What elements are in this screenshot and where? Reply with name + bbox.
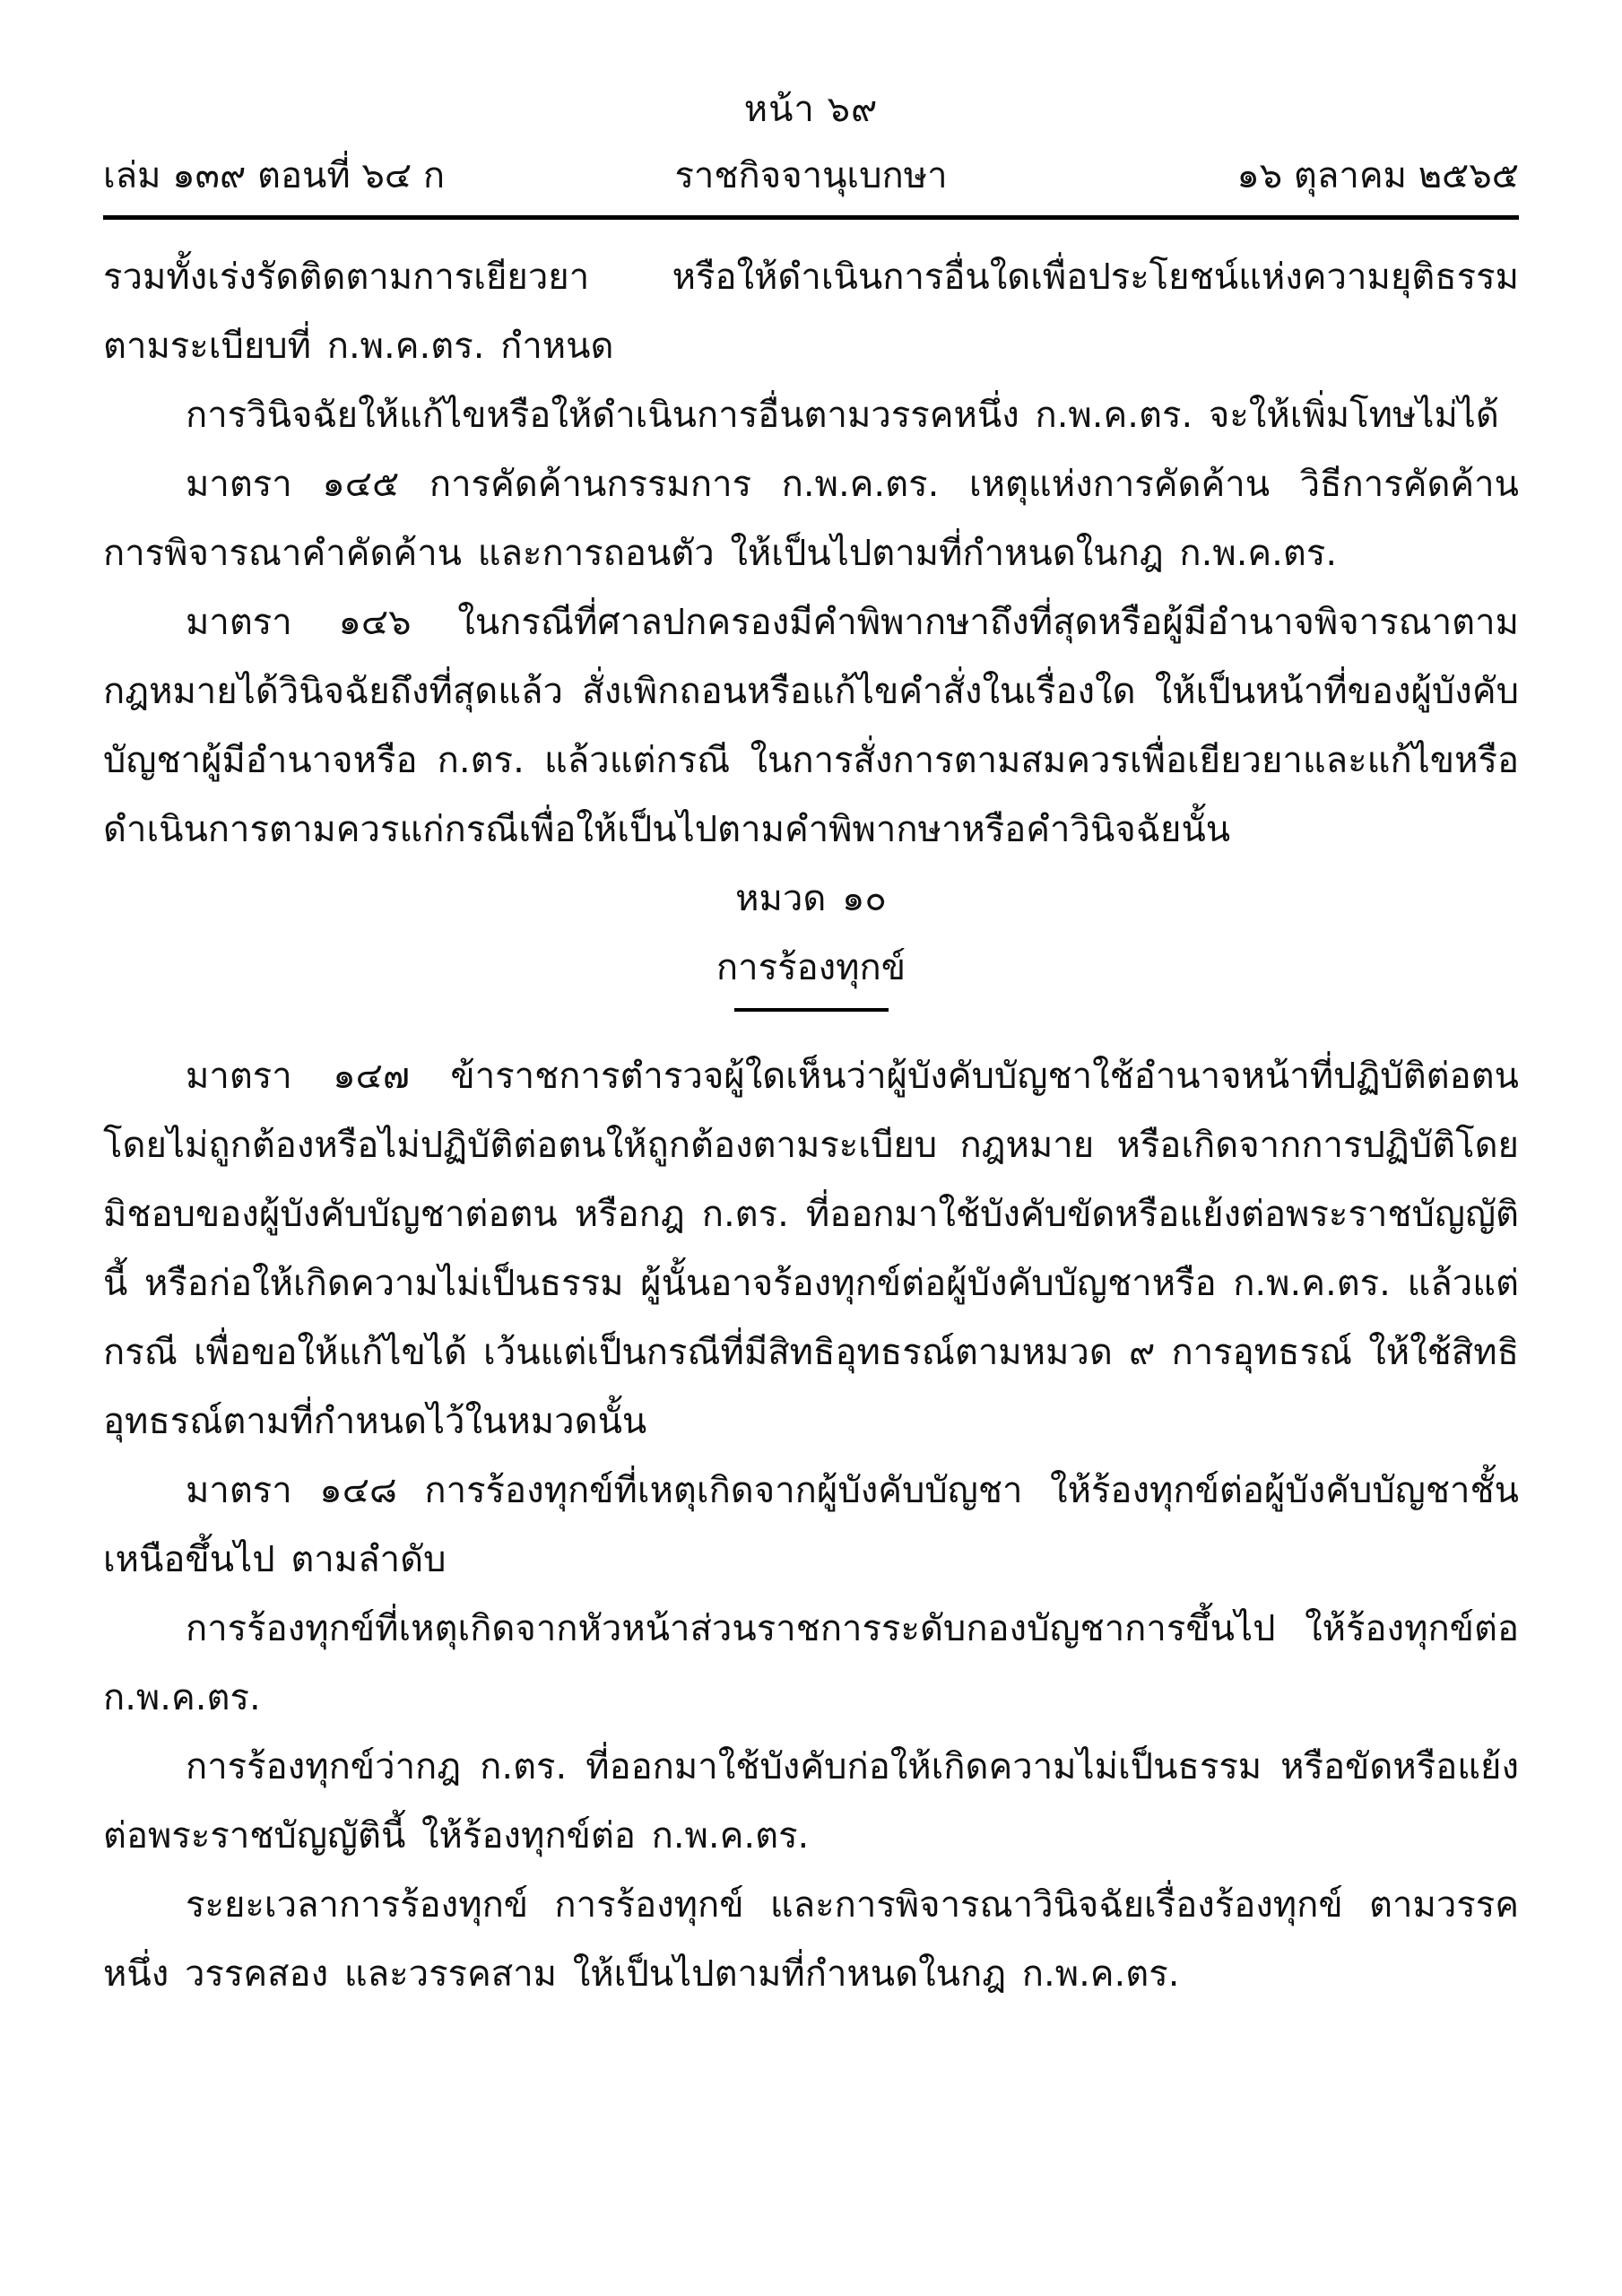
paragraph-section-148-v2: การร้องทุกข์ที่เหตุเกิดจากหัวหน้าส่วนราชการระดับกองบัญชาการขึ้นไป ให้ร้องทุกข์ต่อ ก.พ.ค.ตร. — [103, 1608, 1519, 1718]
header-row — [103, 152, 1519, 199]
chapter-number: หมวด ๑๐ — [735, 878, 887, 919]
header-divider-rule — [103, 215, 1519, 220]
volume-part-label: เล่ม ๑๓๙ ตอนที่ ๖๔ ก — [103, 155, 446, 196]
chapter-divider-rule — [734, 1008, 889, 1012]
paragraph-vinitchai: การวินิจฉัยให้แก้ไขหรือให้ดำเนินการอื่นตามวรรคหนึ่ง ก.พ.ค.ตร. จะให้เพิ่มโทษไม่ได้ — [186, 395, 1499, 436]
page-header — [103, 86, 1519, 220]
chapter-heading — [103, 865, 1519, 1042]
paragraph-section-146: มาตรา ๑๔๖ ในกรณีที่ศาลปกครองมีคำพิพากษาถึงที่สุดหรือผู้มีอำนาจพิจารณาตามกฎหมายได้วินิจฉัยถึงที่สุดแล้ว สั่งเพิกถอนหรือแก้ไขคำสั่งในเรื่องใด ให้เป็นหน้าที่ของผู้บังคับบัญชาผู้มีอำนาจหรือ ก.ตร. แล้วแต่กรณี ในการสั่งการตามสมควรเพื่อเยียวยาและแก้ไขหรือดำเนินการตามควรแก่กรณีเพื่อให้เป็นไปตามคำพิพากษาหรือคำวินิจฉัยนั้น — [103, 602, 1519, 850]
paragraph-section-145: มาตรา ๑๔๕ การคัดค้านกรรมการ ก.พ.ค.ตร. เหตุแห่งการคัดค้าน วิธีการคัดค้าน การพิจารณาคำคัดค้าน และการถอนตัว ให้เป็นไปตามที่กำหนดในกฎ ก.พ.ค.ตร. — [103, 464, 1519, 574]
paragraph-section-148-v3: การร้องทุกข์ว่ากฎ ก.ตร. ที่ออกมาใช้บังคับก่อให้เกิดความไม่เป็นธรรม หรือขัดหรือแย้งต่อพระราชบัญญัตินี้ ให้ร้องทุกข์ต่อ ก.พ.ค.ตร. — [103, 1746, 1519, 1857]
document-body — [103, 243, 1519, 2009]
gazette-title: ราชกิจจานุเบกษา — [674, 155, 948, 196]
chapter-title: การร้องทุกข์ — [716, 947, 906, 988]
paragraph-section-147: มาตรา ๑๔๗ ข้าราชการตำรวจผู้ใดเห็นว่าผู้บังคับบัญชาใช้อำนาจหน้าที่ปฏิบัติต่อตนโดยไม่ถูกต้องหรือไม่ปฏิบัติต่อตนให้ถูกต้องตามระเบียบ กฎหมาย หรือเกิดจากการปฏิบัติโดยมิชอบของผู้บังคับบัญชาต่อตน หรือกฎ ก.ตร. ที่ออกมาใช้บังคับขัดหรือแย้งต่อพระราชบัญญัตินี้ หรือก่อให้เกิดความไม่เป็นธรรม ผู้นั้นอาจร้องทุกข์ต่อผู้บังคับบัญชาหรือ ก.พ.ค.ตร. แล้วแต่กรณี เพื่อขอให้แก้ไขได้ เว้นแต่เป็นกรณีที่มีสิทธิอุทธรณ์ตามหมวด ๙ การอุทธรณ์ ให้ใช้สิทธิอุทธรณ์ตามที่กำหนดไว้ในหมวดนั้น — [103, 1056, 1519, 1442]
page-number: หน้า ๖๙ — [743, 89, 879, 130]
paragraph-section-148: มาตรา ๑๔๘ การร้องทุกข์ที่เหตุเกิดจากผู้บังคับบัญชา ให้ร้องทุกข์ต่อผู้บังคับบัญชาชั้นเหนือขึ้นไป ตามลำดับ — [103, 1470, 1519, 1580]
paragraph-section-148-v4: ระยะเวลาการร้องทุกข์ การร้องทุกข์ และการพิจารณาวินิจฉัยเรื่องร้องทุกข์ ตามวรรคหนึ่ง วรรคสอง และวรรคสาม ให้เป็นไปตามที่กำหนดในกฎ ก.พ.ค.ตร. — [103, 1884, 1519, 1995]
paragraph-continuation: รวมทั้งเร่งรัดติดตามการเยียวยา หรือให้ดำเนินการอื่นใดเพื่อประโยชน์แห่งความยุติธรรม ตามระเบียบที่ ก.พ.ค.ตร. กำหนด — [103, 257, 1519, 367]
issue-date: ๑๖ ตุลาคม ๒๕๖๕ — [1236, 155, 1519, 196]
